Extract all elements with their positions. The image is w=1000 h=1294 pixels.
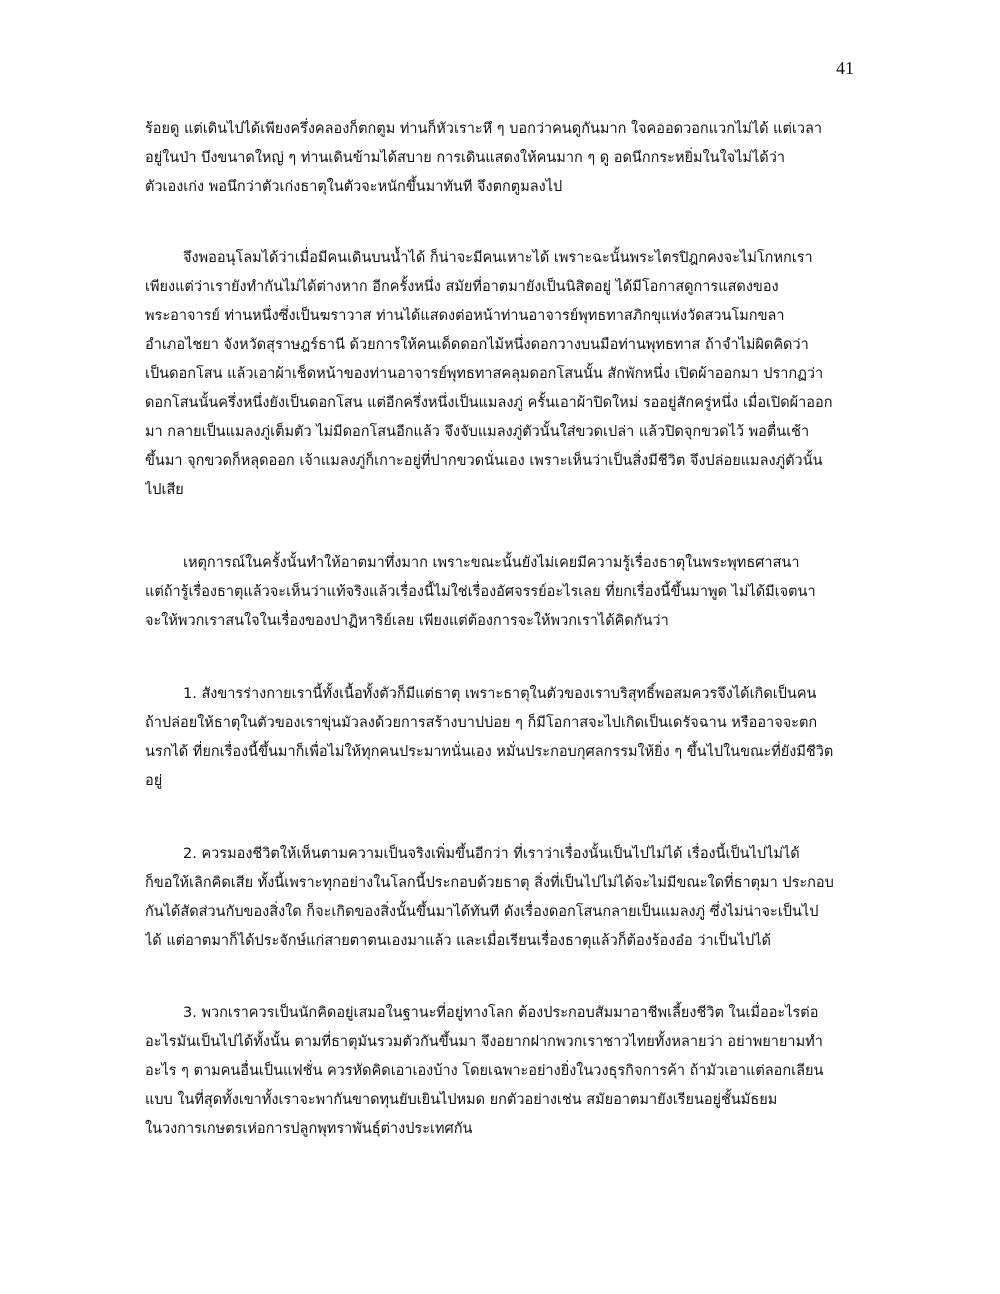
text-line: ดอกโสนนั้นครึ่งหนึ่งยังเป็นดอกโสน แต่อีกครึ่งหนึ่งเป็นแมลงภู่ ครั้นเอาผ้าปิดใหม่ รออยู่สักครู่หนึ่ง เมื่อเปิดผ้าออก	[145, 395, 833, 411]
paragraph-1	[145, 115, 855, 202]
text-line: มา กลายเป็นแมลงภู่เต็มตัว ไม่มีดอกโสนอีกแล้ว จึงจับแมลงภู่ตัวนั้นใส่ขวดเปล่า แล้วปิดจุกขวดไว้ พอตื่นเช้า	[145, 424, 810, 440]
text-line: อะไร ๆ ตามคนอื่นเป็นแฟชั่น ควรหัดคิดเอาเองบ้าง โดยเฉพาะอย่างยิ่งในวงธุรกิจการค้า ถ้ามัวเอาแต่ลอกเลียน	[145, 1063, 824, 1079]
text-line: ก็ขอให้เลิกคิดเสีย ทั้งนี้เพราะทุกอย่างในโลกนี้ประกอบด้วยธาตุ สิ่งที่เป็นไปไม่ได้จะไม่มีขณะใดที่ธาตุมา ประกอบ	[145, 875, 834, 891]
text-line: อำเภอไชยา จังหวัดสุราษฎร์ธานี ด้วยการให้คนเด็ดดอกไม้หนึ่งดอกวางบนมือท่านพุทธทาส ถ้าจำไม่ผิดคิดว่า	[145, 337, 809, 353]
text-line: นรกได้ ที่ยกเรื่องนี้ขึ้นมาก็เพื่อไม่ให้ทุกคนประมาทนั่นเอง หมั่นประกอบกุศลกรรมให้ยิ่ง ๆ ขึ้นไปในขณะที่ยังมีชีวิต	[145, 744, 834, 760]
text-line: 1. สังขารร่างกายเรานี้ทั้งเนื้อทั้งตัวก็มีแต่ธาตุ เพราะธาตุในตัวของเราบริสุทธิ์พอสมควรจึงได้เกิดเป็นคน	[183, 686, 817, 702]
paragraph-6	[145, 999, 855, 1144]
text-line: จะให้พวกเราสนใจในเรื่องของปาฏิหาริย์เลย เพียงแต่ต้องการจะให้พวกเราได้คิดกันว่า	[145, 613, 669, 629]
text-line: เป็นดอกโสน แล้วเอาผ้าเช็ดหน้าของท่านอาจารย์พุทธทาสคลุมดอกโสนนั้น สักพักหนึ่ง เปิดผ้าออกมา ปรากฏว่า	[145, 366, 824, 382]
text-line: จึงพออนุโลมได้ว่าเมื่อมีคนเดินบนน้ำได้ ก็น่าจะมีคนเหาะได้ เพราะฉะนั้นพระไตรปิฎกคงจะไม่โกหกเรา	[183, 250, 813, 266]
paragraph-2	[145, 244, 855, 505]
text-line: อะไรมันเป็นไปได้ทั้งนั้น ตามที่ธาตุมันรวมตัวกันขึ้นมา จึงอยากฝากพวกเราชาวไทยทั้งหลายว่า อย่าพยายามทำ	[145, 1034, 823, 1050]
text-line: อยู่	[145, 773, 163, 789]
page-number: 41	[836, 58, 854, 78]
text-line: แบบ ในที่สุดทั้งเขาทั้งเราจะพากันขาดทุนยับเยินไปหมด ยกตัวอย่างเช่น สมัยอาตมายังเรียนอยู่ชั้นมัธยม	[145, 1092, 778, 1108]
text-line: ได้ แต่อาตมาก็ได้ประจักษ์แก่สายตาตนเองมาแล้ว และเมื่อเรียนเรื่องธาตุแล้วก็ต้องร้องอ๋อ ว่าเป็นไปได้	[145, 933, 771, 949]
text-line: เพียงแต่ว่าเรายังทำกันไม่ได้ต่างหาก อีกครั้งหนึ่ง สมัยที่อาตมายังเป็นนิสิตอยู่ ได้มีโอกาสดูการแสดงของ	[145, 279, 779, 295]
paragraph-5	[145, 840, 855, 956]
text-line: ในวงการเกษตรเห่อการปลูกพุทราพันธุ์ต่างประเทศกัน	[145, 1121, 473, 1137]
paragraph-4	[145, 680, 855, 796]
document-body	[145, 115, 855, 1144]
text-line: กันได้สัดส่วนกับของสิ่งใด ก็จะเกิดของสิ่งนั้นขึ้นมาได้ทันที ดังเรื่องดอกโสนกลายเป็นแมลงภู่ ซึ่งไม่น่าจะเป็นไป	[145, 904, 819, 920]
text-line: 3. พวกเราควรเป็นนักคิดอยู่เสมอในฐานะที่อยู่ทางโลก ต้องประกอบสัมมาอาชีพเลี้ยงชีวิต ในเมื่ออะไรต่อ	[183, 1005, 819, 1021]
text-line: ขึ้นมา จุกขวดก็หลุดออก เจ้าแมลงภู่ก็เกาะอยู่ที่ปากขวดนั่นเอง เพราะเห็นว่าเป็นสิ่งมีชีวิต จึงปล่อยแมลงภู่ตัวนั้น	[145, 453, 823, 469]
text-line: เหตุการณ์ในครั้งนั้นทำให้อาตมาทึ่งมาก เพราะขณะนั้นยังไม่เคยมีความรู้เรื่องธาตุในพระพุทธศาสนา	[183, 555, 800, 571]
text-line: 2. ควรมองชีวิตให้เห็นตามความเป็นจริงเพิ่มขึ้นอีกว่า ที่เราว่าเรื่องนั้นเป็นไปไม่ได้ เรื่องนี้เป็นไปไม่ได้	[183, 846, 800, 862]
text-line: ตัวเองเก่ง พอนึกว่าตัวเก่งธาตุในตัวจะหนักขึ้นมาทันที จึงตกตูมลงไป	[145, 179, 563, 195]
text-line: แต่ถ้ารู้เรื่องธาตุแล้วจะเห็นว่าแท้จริงแล้วเรื่องนี้ไม่ใช่เรื่องอัศจรรย์อะไรเลย ที่ยกเรื่องนี้ขึ้นมาพูด ไม่ได้มีเจตนา	[145, 584, 816, 600]
text-line: อยู่ในป่า บึงขนาดใหญ่ ๆ ท่านเดินข้ามได้สบาย การเดินแสดงให้คนมาก ๆ ดู อดนึกกระหยิ่มในใจไม่ได้ว่า	[145, 150, 785, 166]
paragraph-3	[145, 549, 855, 636]
text-line: ร้อยดู แต่เดินไปได้เพียงครึ่งคลองก็ตกตูม ท่านก็หัวเราะหึ ๆ บอกว่าคนดูกันมาก ใจคออดวอกแวกไม่ได้ แต่เวลา	[145, 121, 823, 137]
text-line: พระอาจารย์ ท่านหนึ่งซึ่งเป็นฆราวาส ท่านได้แสดงต่อหน้าท่านอาจารย์พุทธทาสภิกขุแห่งวัดสวนโมกขลา	[145, 308, 785, 324]
text-line: ไปเสีย	[145, 482, 184, 498]
text-line: ถ้าปล่อยให้ธาตุในตัวของเราขุ่นมัวลงด้วยการสร้างบาปบ่อย ๆ ก็มีโอกาสจะไปเกิดเป็นเดรัจฉาน หรืออาจจะตก	[145, 715, 818, 731]
